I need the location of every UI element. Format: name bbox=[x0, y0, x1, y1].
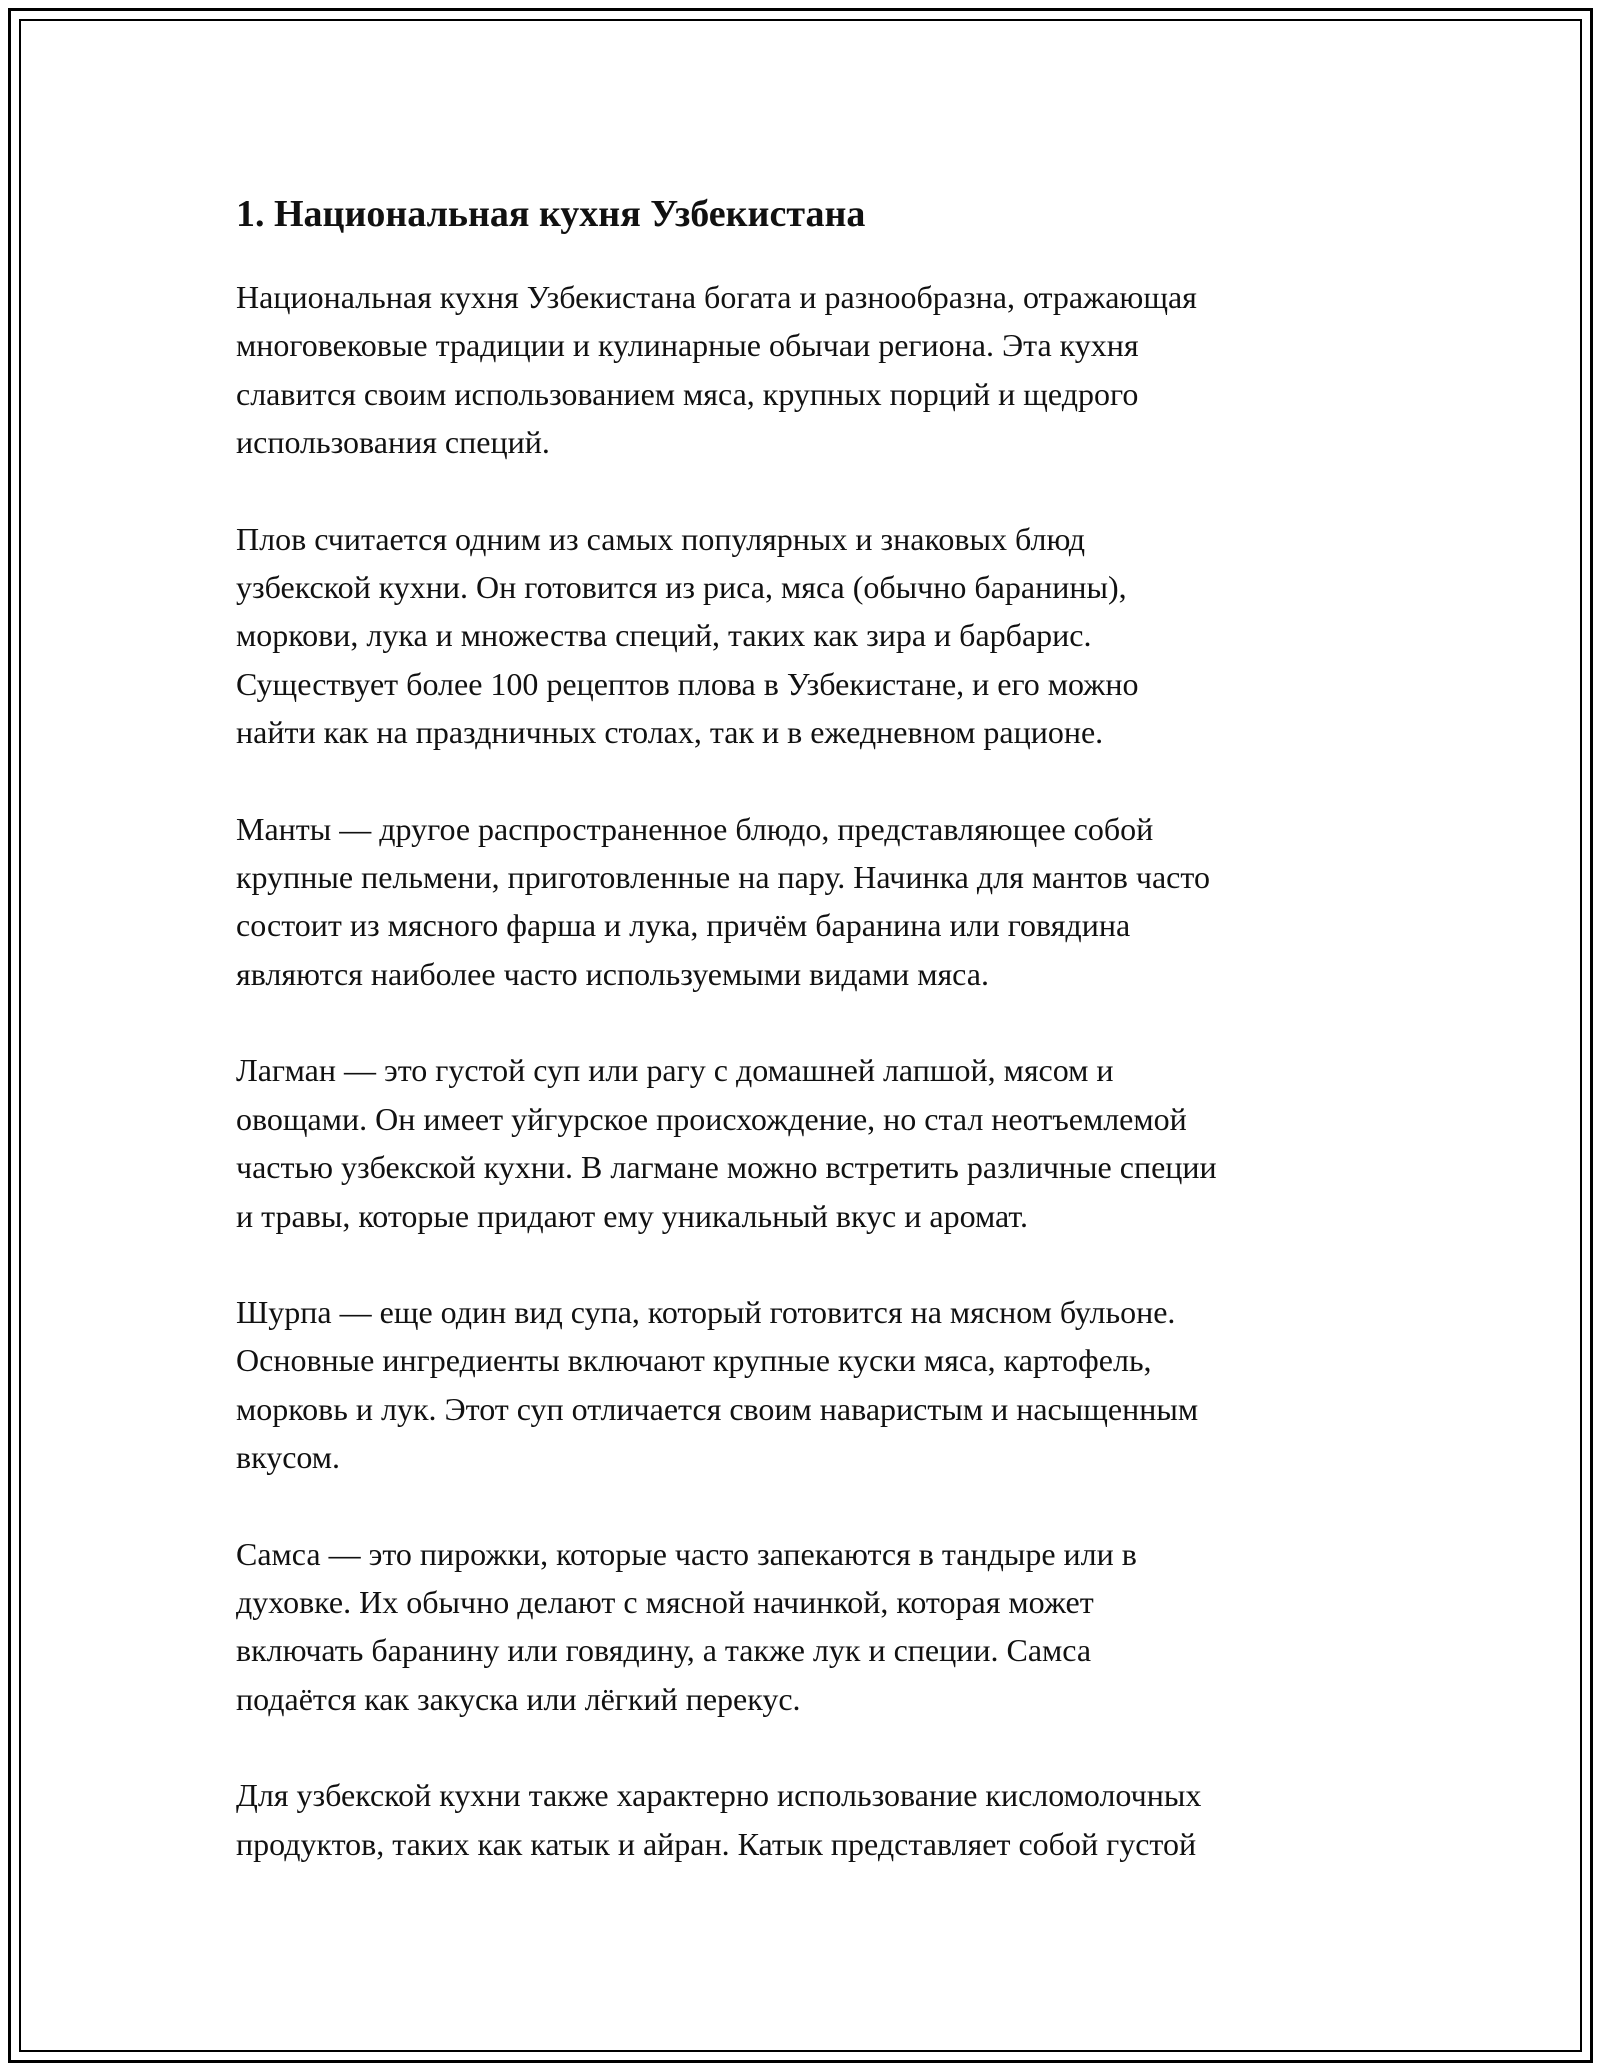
paragraph-samsa: Самса — это пирожки, которые часто запекаются в тандыре или в духовке. Их обычно делают с мясной начинкой, которая может включать баранину или говядину, а также лук и специи. Самса подаётся как закуска или лёгкий перекус. bbox=[236, 1535, 1137, 1717]
paragraph-plov: Плов считается одним из самых популярных и знаковых блюд узбекской кухни. Он готовится из риса, мяса (обычно баранины), моркови, лука и множества специй, таких как зира и барбарис. Существует более 100 рецептов плова в Узбекистане, и его можно найти как на праздничных столах, так и в ежедневном рационе. bbox=[236, 520, 1139, 751]
document-body bbox=[236, 189, 1396, 1916]
paragraph-manty: Манты — другое распространенное блюдо, представляющее собой крупные пельмени, приготовленные на пару. Начинка для мантов часто состоит из мясного фарша и лука, причём баранина или говядина являются наиболее часто используемыми видами мяса. bbox=[236, 810, 1210, 992]
paragraph-intro: Национальная кухня Узбекистана богата и разнообразна, отражающая многовековые традиции и кулинарные обычаи региона. Эта кухня славится своим использованием мяса, крупных порций и щедрого использования специй. bbox=[236, 279, 1197, 461]
page-title: 1. Национальная кухня Узбекистана bbox=[236, 193, 866, 235]
paragraph-shurpa: Шурпа — еще один вид супа, который готовится на мясном бульоне. Основные ингредиенты включают крупные куски мяса, картофель, морковь и лук. Этот суп отличается своим наваристым и насыщенным вкусом. bbox=[236, 1293, 1199, 1476]
paragraph-lagman: Лагман — это густой суп или рагу с домашней лапшой, мясом и овощами. Он имеет уйгурское происхождение, но стал неотъемлемой частью узбекской кухни. В лагмане можно встретить различные специи и травы, которые придают ему уникальный вкус и аромат. bbox=[236, 1052, 1217, 1234]
paragraph-dairy: Для узбекской кухни также характерно использование кисломолочных продуктов, таких как катык и айран. Катык представляет собой густой bbox=[236, 1777, 1202, 1862]
